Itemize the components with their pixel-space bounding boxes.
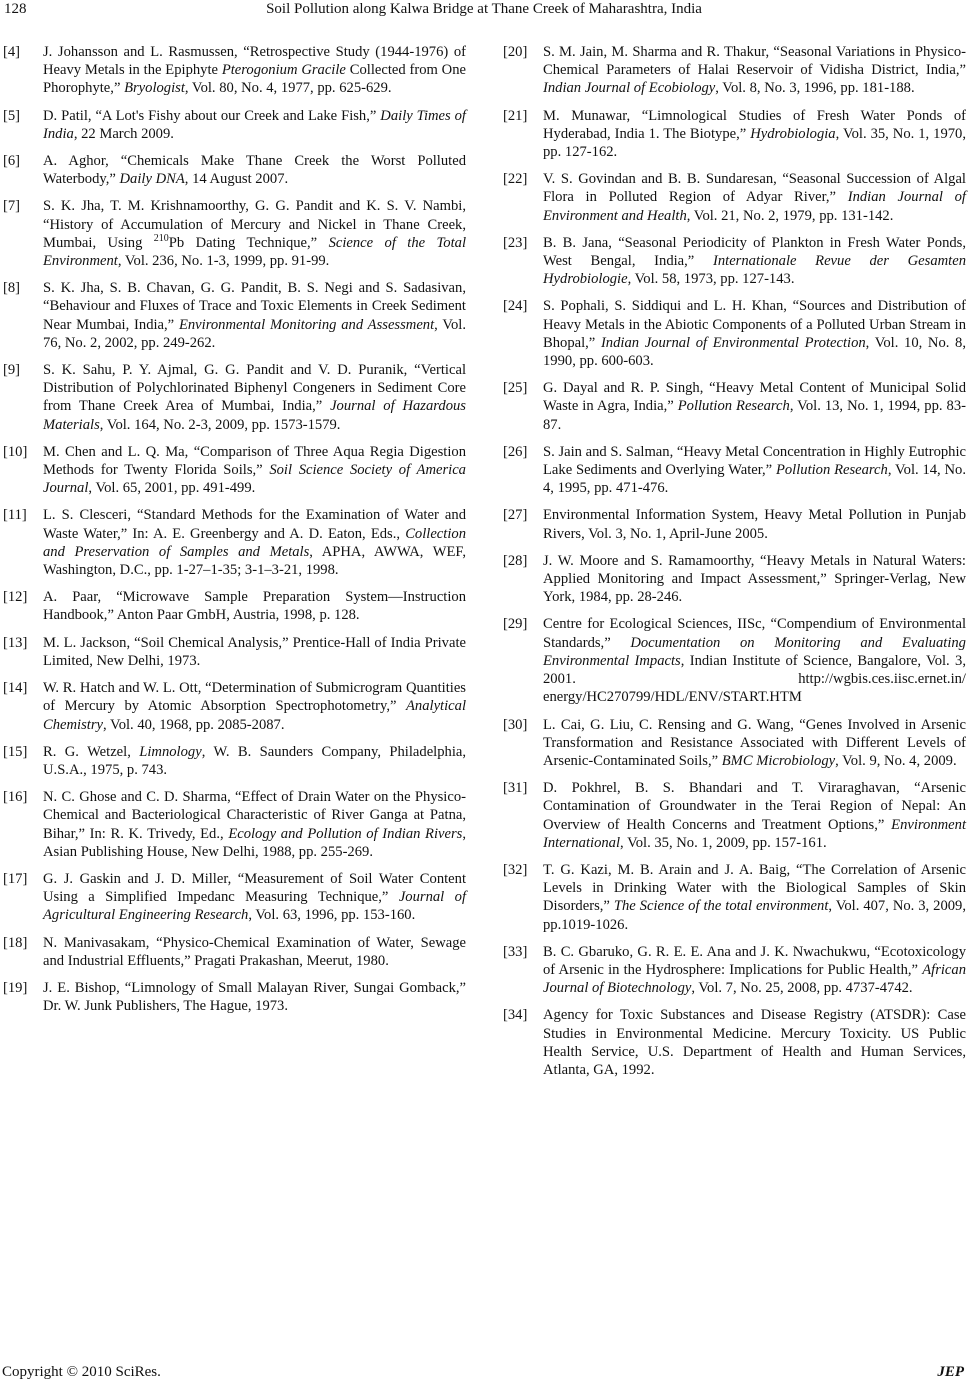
reference-text [543, 170, 966, 225]
reference-entry [503, 716, 966, 771]
reference-number: [29] [503, 616, 528, 633]
reference-segment: D. Patil, “A Lot's Fishy about our Creek and Lake Fish,” [43, 107, 381, 124]
reference-segment: G. Dayal and R. P. Singh, “Heavy Metal Content of Municipal Solid Waste in Agra, India,” [543, 380, 966, 415]
reference-segment: L. Cai, G. Liu, C. Rensing and G. Wang, “Genes Involved in Arsenic Transformation and Resistance Associated with Different Levels of Arsenic-Contaminated Soils,” [543, 716, 966, 769]
reference-entry [503, 107, 966, 162]
reference-entry [3, 934, 466, 970]
reference-italic-title: Indian Journal of Environmental Protection [600, 334, 866, 351]
reference-italic-title: Documentation on Monitoring and Evaluating Environmental Impacts [543, 634, 966, 669]
reference-segment: M. Munawar, “Limnological Studies of Fresh Water Ponds of Hyderabad, India 1. The Biotype,” [543, 107, 966, 142]
reference-number: [9] [3, 362, 21, 379]
reference-italic-title: Ecology and Pollution of Indian Rivers [228, 825, 463, 842]
reference-text [543, 506, 966, 542]
reference-segment: S. Jain and S. Salman, “Heavy Metal Concentration in Highly Eutrophic Lake Sediments and Overlying Water,” [543, 443, 966, 479]
reference-text [43, 197, 466, 270]
reference-italic-title: BMC Microbiology [721, 752, 836, 769]
reference-text [43, 679, 466, 734]
reference-number: [12] [3, 589, 28, 606]
reference-segment: Centre for Ecological Sciences, IISc, “Compendium of Environmental Standards,” [543, 616, 966, 651]
reference-segment: , 14 August 2007. [184, 171, 289, 188]
page-number: 128 [4, 1, 27, 17]
reference-text [543, 107, 966, 162]
reference-number: [8] [3, 280, 21, 297]
reference-number: [33] [503, 943, 528, 960]
reference-segment: Agency for Toxic Substances and Disease Registry (ATSDR): Case Studies in Environmental Medicine. Mercury Toxicity. US Public Health Service, U.S. Department of Health and Human Services, Atlanta, GA, 1992. [543, 1007, 966, 1078]
running-title: Soil Pollution along Kalwa Bridge at Thane Creek of Maharashtra, India [266, 1, 702, 17]
reference-number: [5] [3, 107, 21, 124]
reference-entry [503, 861, 966, 934]
reference-number: [4] [3, 44, 21, 60]
reference-italic-title: Hydrobiologia [750, 125, 836, 142]
reference-text [543, 943, 966, 998]
reference-entry [3, 279, 466, 352]
reference-segment: , W. B. Saunders Company, Philadelphia, U.S.A., 1975, p. 743. [43, 743, 466, 778]
reference-segment: N. Manivasakam, “Physico-Chemical Examination of Water, Sewage and Industrial Effluents,” Pragati Prakashan, Meerut, 1980. [43, 934, 466, 969]
reference-segment: D. Pokhrel, B. S. Bhandari and T. Viraraghavan, “Arsenic Contamination of Groundwater in the Terai Region of Nepal: An Overview of Health Concerns and Treatment Options,” [543, 780, 966, 833]
reference-italic-title: Pterogonium Gracile [221, 62, 346, 79]
journal-abbreviation: JEP [937, 1364, 964, 1380]
reference-entry [3, 107, 466, 143]
reference-segment: , Vol. 9, No. 4, 2009. [835, 752, 957, 769]
reference-entry [503, 615, 966, 706]
reference-segment: , Asian Publishing House, New Delhi, 1988, pp. 255-269. [43, 825, 467, 860]
reference-entry [503, 943, 966, 998]
reference-text [43, 588, 466, 624]
reference-italic-title: Indian Journal of Environment and Health [543, 189, 966, 224]
reference-number: [10] [3, 443, 28, 460]
reference-segment: N. C. Ghose and C. D. Sharma, “Effect of Drain Water on the Physico-Chemical and Bacteriological Characteristic of River Ganga at Patna, Bihar,” In: R. K. Trivedy, Ed., [43, 789, 466, 842]
reference-text [543, 716, 966, 771]
reference-entry [503, 43, 966, 98]
reference-segment: , APHA, AWWA, WEF, Washington, D.C., pp. 1-27–1-35; 3-1–3-21, 1998. [43, 543, 466, 579]
references-left-column [3, 43, 466, 1024]
reference-italic-title: Soil Science Society of America Journal [43, 462, 466, 497]
reference-segment: G. J. Gaskin and J. D. Miller, “Measurement of Soil Water Content Using a Simplified Impedanc Measuring Technique,” [43, 870, 466, 906]
reference-entry [3, 197, 466, 270]
reference-entry [3, 743, 466, 779]
reference-italic-title: Limnology [139, 743, 202, 760]
reference-segment: , Vol. 407, No. 3, 2009, pp.1019-1026. [543, 898, 966, 933]
reference-segment: J. W. Moore and S. Ramamoorthy, “Heavy Metals in Natural Waters: Applied Monitoring and Impact Assessment,” Springer-Verlag, New York, 1984, pp. 28-246. [543, 552, 966, 606]
reference-italic-title: Pollution Research [677, 398, 790, 415]
reference-italic-title: Journal of Agricultural Engineering Research [43, 889, 466, 924]
reference-segment: , Vol. 65, 2001, pp. 491-499. [88, 480, 256, 497]
reference-text [43, 979, 466, 1015]
reference-text [543, 379, 966, 434]
reference-italic-title: Science of the Total Environment [43, 234, 466, 270]
reference-italic-title: African Journal of Biotechnology [543, 961, 966, 997]
reference-entry [503, 443, 966, 498]
superscript: 210 [153, 232, 169, 244]
reference-italic-title: Journal of Hazardous Materials [43, 398, 466, 433]
reference-segment: , Vol. 58, 1973, pp. 127-143. [627, 271, 795, 288]
reference-segment: B. C. Gbaruko, G. R. E. E. Ana and J. K. Nwachukwu, “Ecotoxicology of Arsenic in the Hydrosphere: Implications for Public Health,” [543, 943, 966, 978]
reference-number: [15] [3, 743, 28, 760]
reference-segment: , 22 March 2009. [73, 125, 174, 142]
reference-number: [23] [503, 234, 528, 251]
reference-text [543, 443, 966, 498]
reference-text [43, 934, 466, 970]
reference-segment: L. S. Clesceri, “Standard Methods for the Examination of Water and Waste Water,” In: A. E. Greenbergy and A. D. Eaton, Eds., [43, 507, 466, 542]
reference-text [543, 615, 966, 706]
reference-text [43, 43, 466, 98]
reference-text [543, 552, 966, 607]
reference-segment: , Vol. 10, No. 8, 1990, pp. 600-603. [543, 334, 967, 370]
reference-number: [30] [503, 716, 528, 733]
reference-text [543, 861, 966, 934]
reference-number: [25] [503, 380, 528, 397]
reference-segment: Pb Dating Technique,” [168, 234, 329, 251]
reference-segment: S. K. Sahu, P. Y. Ajmal, G. G. Pandit and V. D. Puranik, “Vertical Distribution of Polychlorinated Biphenyl Congeners in Sediment Core from Thane Creek Area of Mumbai, India,” [43, 362, 466, 415]
reference-entry [3, 979, 466, 1015]
reference-number: [17] [3, 870, 28, 887]
reference-segment: A. Paar, “Microwave Sample Preparation System—Instruction Handbook,” Anton Paar GmbH, Austria, 1998, p. 128. [43, 589, 466, 624]
reference-text [543, 43, 966, 98]
reference-italic-title: Environment International [543, 816, 966, 851]
reference-segment: S. K. Jha, S. B. Chavan, G. G. Pandit, B. S. Negi and S. Sadasivan, “Behaviour and Fluxes of Trace and Toxic Elements in Creek Sediment Near Mumbai, India,” [43, 280, 466, 333]
reference-segment: , Vol. 13, No. 1, 1994, pp. 83-87. [543, 398, 966, 433]
reference-segment: V. S. Govindan and B. B. Sundaresan, “Seasonal Succession of Algal Flora in Polluted Region of Adyar River,” [543, 171, 966, 206]
reference-number: [21] [503, 107, 528, 124]
reference-number: [11] [3, 507, 27, 524]
reference-number: [14] [3, 680, 28, 697]
reference-entry [3, 588, 466, 624]
reference-text [43, 788, 466, 861]
reference-segment: S. Pophali, S. Siddiqui and L. H. Khan, “Sources and Distribution of Heavy Metals in the Abiotic Components of a Polluted Urban Stream in Bhopal,” [543, 298, 966, 351]
reference-segment: , Vol. 35, No. 1, 1970, pp. 127-162. [543, 125, 966, 161]
reference-italic-title: Daily Times of India [43, 107, 466, 142]
reference-number: [6] [3, 153, 21, 170]
reference-entry [3, 788, 466, 861]
reference-segment: , Vol. 21, No. 2, 1979, pp. 131-142. [686, 207, 894, 224]
reference-number: [13] [3, 634, 28, 651]
reference-text [543, 234, 966, 289]
reference-number: [16] [3, 789, 28, 806]
reference-segment: , Vol. 35, No. 1, 2009, pp. 157-161. [620, 834, 827, 851]
reference-segment: , Vol. 164, No. 2-3, 2009, pp. 1573-1579. [99, 416, 341, 433]
reference-text [43, 743, 466, 779]
reference-text [43, 361, 466, 434]
reference-segment: T. G. Kazi, M. B. Arain and J. A. Baig, “The Correlation of Arsenic Levels in Drinking Water with the Biological Samples of Skin Disorders,” [543, 861, 966, 915]
reference-italic-title: Daily DNA [119, 171, 185, 188]
reference-entry [503, 1006, 966, 1079]
references-right-column [503, 43, 966, 1088]
reference-entry [3, 43, 466, 98]
reference-italic-title: Bryologist [124, 80, 185, 97]
reference-segment: B. B. Jana, “Seasonal Periodicity of Plankton in Fresh Water Ponds, West Bengal, India,” [543, 234, 966, 270]
reference-number: [20] [503, 44, 528, 60]
reference-entry [3, 679, 466, 734]
reference-number: [18] [3, 934, 28, 951]
reference-segment: M. Chen and L. Q. Ma, “Comparison of Three Aqua Regia Digestion Methods for Twenty Florida Soils,” [43, 443, 466, 479]
reference-italic-title: Collection and Preservation of Samples and Metals [43, 525, 466, 560]
reference-number: [7] [3, 198, 21, 215]
reference-text [43, 152, 466, 188]
reference-italic-title: Pollution Research [775, 462, 888, 479]
reference-number: [19] [3, 979, 28, 996]
reference-text [43, 634, 466, 670]
reference-segment: Environmental Information System, Heavy Metal Pollution in Punjab Rivers, Vol. 3, No. 1, April-June 2005. [543, 507, 966, 542]
reference-segment: , Vol. 14, No. 4, 1995, pp. 471-476. [543, 462, 966, 497]
copyright-notice: Copyright © 2010 SciRes. [2, 1364, 161, 1380]
reference-segment: R. G. Wetzel, [43, 743, 140, 760]
reference-entry [3, 361, 466, 434]
reference-segment: J. E. Bishop, “Limnology of Small Malayan River, Sungai Gomback,” Dr. W. Junk Publishers, The Hague, 1973. [43, 979, 466, 1015]
reference-segment: , Vol. 236, No. 1-3, 1999, pp. 91-99. [117, 253, 330, 270]
reference-text [543, 297, 966, 370]
reference-entry [3, 152, 466, 188]
reference-number: [31] [503, 780, 528, 797]
reference-entry [503, 506, 966, 542]
reference-text [43, 443, 466, 498]
reference-text [543, 779, 966, 852]
reference-number: [22] [503, 171, 528, 188]
reference-italic-title: Analytical Chemistry [43, 698, 466, 733]
reference-entry [3, 870, 466, 925]
reference-italic-title: The Science of the total environment [613, 898, 829, 915]
reference-number: [27] [503, 507, 528, 524]
reference-entry [503, 552, 966, 607]
reference-segment: J. Johansson and L. Rasmussen, “Retrospective Study (1944-1976) of Heavy Metals in the Epiphyte [43, 44, 466, 79]
reference-segment: M. L. Jackson, “Soil Chemical Analysis,” Prentice-Hall of India Private Limited, New Delhi, 1973. [43, 634, 466, 669]
reference-segment: , Vol. 80, No. 4, 1977, pp. 625-629. [184, 80, 392, 97]
reference-entry [503, 234, 966, 289]
reference-entry [3, 506, 466, 579]
reference-text [43, 870, 466, 925]
reference-text [43, 107, 466, 143]
reference-number: [26] [503, 443, 528, 460]
reference-text [543, 1006, 966, 1079]
reference-entry [3, 634, 466, 670]
reference-segment: , Vol. 76, No. 2, 2002, pp. 249-262. [43, 316, 466, 351]
reference-segment: , Indian Institute of Science, Bangalore, Vol. 3, 2001. http://wgbis.ces.iisc.ernet.in/ energy/HC270799/HDL/ENV/START.HTM [543, 652, 966, 706]
reference-italic-title: Indian Journal of Ecobiology [543, 80, 716, 97]
reference-segment: Collected from One Phorophyte,” [43, 62, 466, 97]
reference-number: [32] [503, 861, 528, 878]
reference-segment: , Vol. 7, No. 25, 2008, pp. 4737-4742. [691, 980, 913, 997]
reference-number: [34] [503, 1007, 528, 1024]
reference-number: [28] [503, 552, 528, 569]
reference-entry [503, 379, 966, 434]
reference-entry [3, 443, 466, 498]
reference-segment: , Vol. 63, 1996, pp. 153-160. [248, 907, 416, 924]
reference-segment: , Vol. 8, No. 3, 1996, pp. 181-188. [715, 80, 915, 97]
reference-entry [503, 297, 966, 370]
reference-segment: A. Aghor, “Chemicals Make Thane Creek the Worst Polluted Waterbody,” [43, 153, 466, 188]
reference-text [43, 279, 466, 352]
reference-number: [24] [503, 298, 528, 315]
reference-segment: W. R. Hatch and W. L. Ott, “Determination of Submicrogram Quantities of Mercury by Atomic Absorption Spectrophotometry,” [43, 680, 466, 715]
reference-entry [503, 170, 966, 225]
reference-text [43, 506, 466, 579]
reference-segment: S. K. Jha, T. M. Krishnamoorthy, G. G. Pandit and K. S. V. Nambi, “History of Accumulation of Mercury and Nickel in Thane Creek, Mumbai, Using [43, 198, 466, 251]
reference-italic-title: Environmental Monitoring and Assessment [178, 316, 435, 333]
reference-segment: , Vol. 40, 1968, pp. 2085-2087. [103, 716, 285, 733]
reference-italic-title: Internationale Revue der Gesamten Hydrobiologie [543, 253, 966, 288]
reference-entry [503, 779, 966, 852]
reference-segment: S. M. Jain, M. Sharma and R. Thakur, “Seasonal Variations in Physico-Chemical Parameters of Halai Reservoir of Vidisha District, India,” [543, 44, 966, 79]
